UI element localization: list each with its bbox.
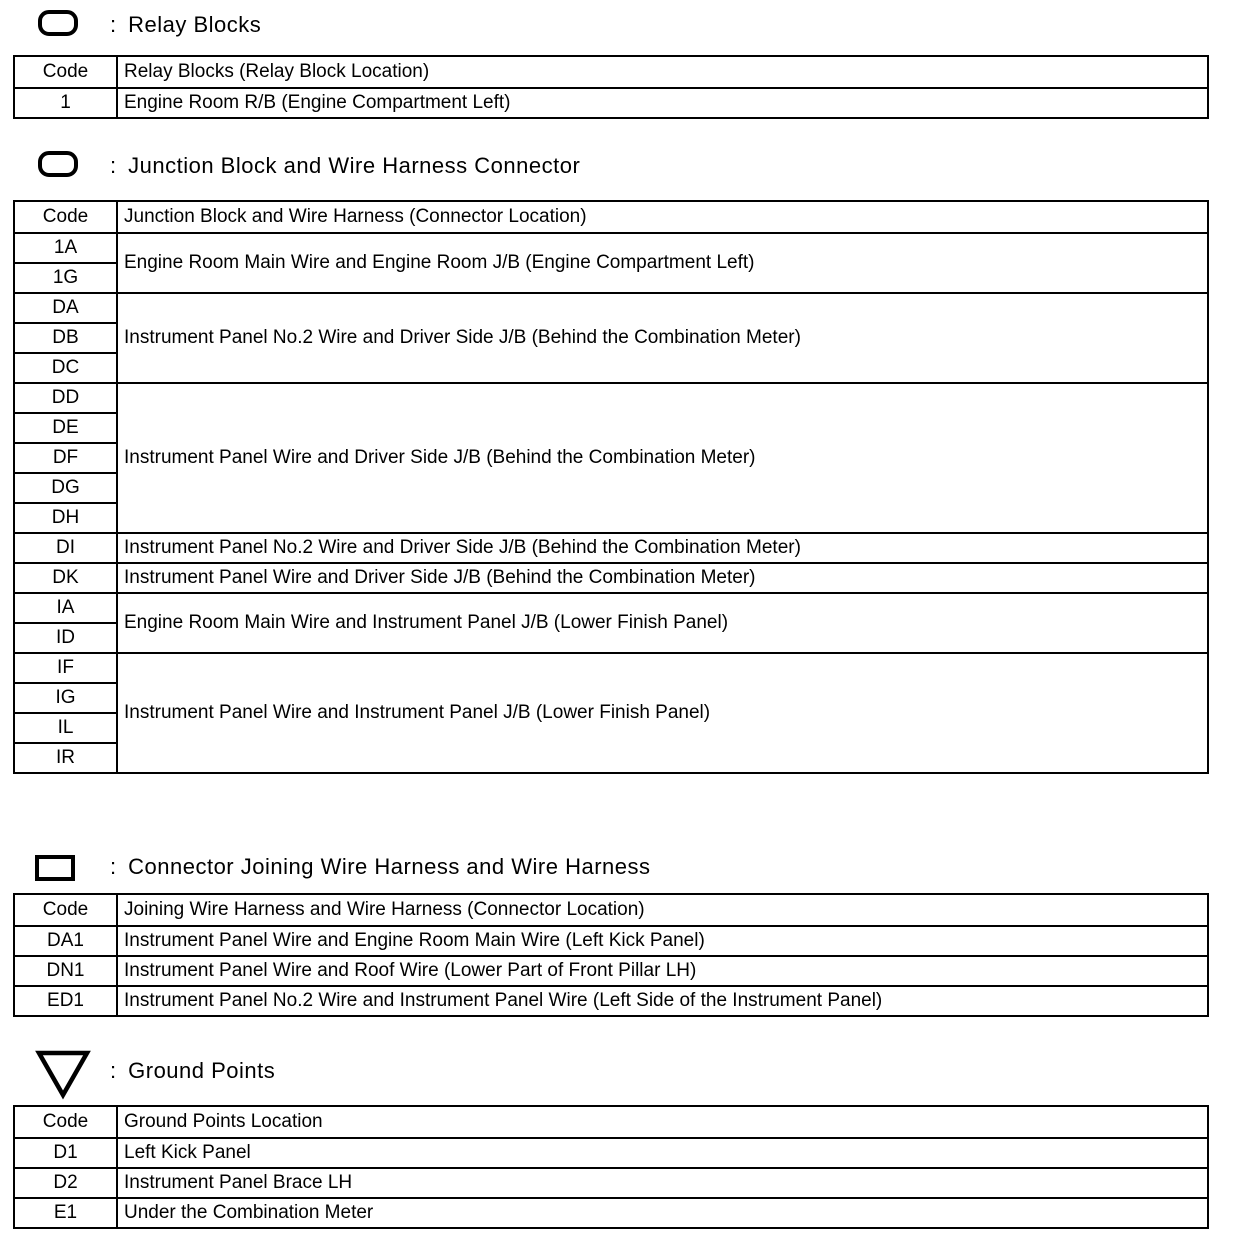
rounded-rect-icon [30,141,90,191]
row-desc: Instrument Panel Wire and Driver Side J/B (Behind the Combination Meter) [117,563,1208,593]
table-row [14,956,1208,986]
table-row [14,986,1208,1016]
table-row [14,593,1208,623]
desc-header: Ground Points Location [117,1106,1208,1138]
junction-blocks-table [13,200,1209,774]
code-header: Code [14,894,117,926]
row-code: 1A [14,233,117,263]
row-desc: Under the Combination Meter [117,1198,1208,1228]
table-row [14,293,1208,323]
table-row [14,88,1208,118]
row-code: DC [14,353,117,383]
ground-points-title: Ground Points [128,1058,276,1083]
row-code: ED1 [14,986,117,1016]
row-code: DH [14,503,117,533]
junction-blocks-title: Junction Block and Wire Harness Connector [128,153,581,178]
row-code: DA [14,293,117,323]
table-row [14,1168,1208,1198]
row-code: IA [14,593,117,623]
relay-blocks-heading: : Relay Blocks [30,0,261,50]
row-desc: Instrument Panel No.2 Wire and Instrument Panel Wire (Left Side of the Instrument Panel) [117,986,1208,1016]
table-row [14,1138,1208,1168]
row-desc: Engine Room Main Wire and Instrument Panel J/B (Lower Finish Panel) [117,593,1208,653]
table-row [14,926,1208,956]
row-desc: Engine Room Main Wire and Engine Room J/B (Engine Compartment Left) [117,233,1208,293]
desc-header: Joining Wire Harness and Wire Harness (Connector Location) [117,894,1208,926]
code-header: Code [14,1106,117,1138]
row-code: DN1 [14,956,117,986]
row-desc: Engine Room R/B (Engine Compartment Left) [117,88,1208,118]
table-header-row [14,1106,1208,1138]
row-code: DK [14,563,117,593]
row-desc: Instrument Panel No.2 Wire and Driver Side J/B (Behind the Combination Meter) [117,533,1208,563]
row-code: ID [14,623,117,653]
row-code: D2 [14,1168,117,1198]
row-code: IF [14,653,117,683]
connectors-table [13,893,1209,1017]
row-code: IL [14,713,117,743]
rounded-rect-icon [30,0,90,50]
table-row [14,1198,1208,1228]
row-code: DD [14,383,117,413]
junction-blocks-heading: : Junction Block and Wire Harness Connector [30,141,580,191]
row-code: D1 [14,1138,117,1168]
table-header-row [14,201,1208,233]
ground-points-heading: : Ground Points [30,1046,275,1096]
desc-header: Junction Block and Wire Harness (Connector Location) [117,201,1208,233]
relay-blocks-title: Relay Blocks [128,12,262,37]
row-desc: Instrument Panel Brace LH [117,1168,1208,1198]
connectors-heading: : Connector Joining Wire Harness and Wire Harness [30,842,651,892]
triangle-down-icon [30,1046,90,1096]
row-code: DA1 [14,926,117,956]
row-desc: Instrument Panel Wire and Engine Room Main Wire (Left Kick Panel) [117,926,1208,956]
row-code: 1 [14,88,117,118]
table-row [14,653,1208,683]
row-code: DE [14,413,117,443]
row-desc: Instrument Panel Wire and Driver Side J/B (Behind the Combination Meter) [117,383,1208,533]
ground-points-table [13,1105,1209,1229]
row-code: E1 [14,1198,117,1228]
code-header: Code [14,201,117,233]
table-row [14,233,1208,263]
row-desc: Instrument Panel Wire and Roof Wire (Lower Part of Front Pillar LH) [117,956,1208,986]
row-code: DI [14,533,117,563]
table-header-row [14,894,1208,926]
rect-icon [30,842,90,892]
table-row [14,563,1208,593]
table-row [14,533,1208,563]
relay-blocks-table [13,55,1209,119]
row-code: IR [14,743,117,773]
row-code: DF [14,443,117,473]
connectors-title: Connector Joining Wire Harness and Wire Harness [128,854,651,879]
row-desc: Left Kick Panel [117,1138,1208,1168]
desc-header: Relay Blocks (Relay Block Location) [117,56,1208,88]
table-header-row [14,56,1208,88]
row-desc: Instrument Panel Wire and Instrument Panel J/B (Lower Finish Panel) [117,653,1208,773]
code-header: Code [14,56,117,88]
row-code: IG [14,683,117,713]
table-row [14,383,1208,413]
row-code: DB [14,323,117,353]
row-code: 1G [14,263,117,293]
row-desc: Instrument Panel No.2 Wire and Driver Side J/B (Behind the Combination Meter) [117,293,1208,383]
row-code: DG [14,473,117,503]
